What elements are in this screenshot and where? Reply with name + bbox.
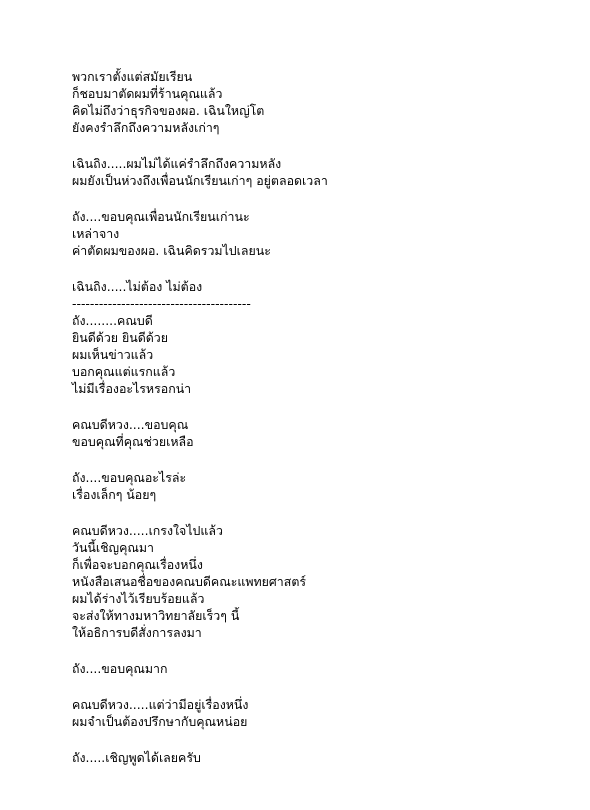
text-line: พวกเราตั้งแต่สมัยเรียน [72, 69, 193, 84]
text-line: ค่าตัดผมของผอ. เฉินคิดรวมไปเลยนะ [72, 243, 271, 258]
paragraph-6 [72, 469, 572, 503]
text-line: คณบดีหวง.....แต่ว่ามีอยู่เรื่องหนึ่ง [72, 697, 249, 712]
paragraph-gap [72, 259, 572, 278]
text-line: เฉินถิง.....ผมไม่ได้แค่รำลึกถึงความหลัง [72, 156, 282, 171]
paragraph-4 [72, 278, 572, 397]
document-body [72, 68, 572, 766]
paragraph-8 [72, 660, 572, 677]
text-line: ยินดีด้วย ยินดีด้วย [72, 330, 169, 345]
paragraph-gap [72, 503, 572, 522]
paragraph-gap [72, 189, 572, 208]
text-line: ผมยังเป็นห่วงถึงเพื่อนนักเรียนเก่าๆ อยู่ตลอดเวลา [72, 173, 328, 188]
text-line: ถัง....ขอบคุณอะไรล่ะ [72, 470, 187, 485]
text-line: ผมได้ร่างไว้เรียบร้อยแล้ว [72, 591, 205, 606]
text-line: ถัง.....เชิญพูดได้เลยครับ [72, 750, 201, 765]
dash-divider: ---------------------------------------- [72, 296, 251, 311]
text-line: ขอบคุณที่คุณช่วยเหลือ [72, 434, 194, 449]
paragraph-gap [72, 136, 572, 155]
text-line: หนังสือเสนอชื่อของคณบดีคณะแพทยศาสตร์ [72, 574, 307, 589]
paragraph-gap [72, 641, 572, 660]
paragraph-1 [72, 68, 572, 136]
text-line: ก็เพื่อจะบอกคุณเรื่องหนึ่ง [72, 557, 203, 572]
text-line: ถัง....ขอบคุณมาก [72, 661, 168, 676]
text-line: ผมเห็นข่าวแล้ว [72, 347, 154, 362]
paragraph-10 [72, 749, 572, 766]
text-line: คณบดีหวง.....เกรงใจไปแล้ว [72, 523, 223, 538]
text-line: ให้อธิการบดีสั่งการลงมา [72, 625, 202, 640]
text-line: เฉินถิง.....ไม่ต้อง ไม่ต้อง [72, 279, 203, 294]
text-line: ถัง........คณบดี [72, 313, 153, 328]
text-line: จะส่งให้ทางมหาวิทยาลัยเร็วๆ นี้ [72, 608, 240, 623]
text-line: ยังคงรำลึกถึงความหลังเก่าๆ [72, 120, 220, 135]
paragraph-3 [72, 208, 572, 259]
paragraph-gap [72, 677, 572, 696]
paragraph-7 [72, 522, 572, 641]
paragraph-gap [72, 450, 572, 469]
text-line: ผมจำเป็นต้องปรึกษากับคุณหน่อย [72, 714, 248, 729]
text-line: ไม่มีเรื่องอะไรหรอกน่า [72, 381, 192, 396]
paragraph-gap [72, 397, 572, 416]
text-line: บอกคุณแต่แรกแล้ว [72, 364, 176, 379]
paragraph-5 [72, 416, 572, 450]
text-line: วันนี้เชิญคุณมา [72, 540, 155, 555]
text-line: คณบดีหวง....ขอบคุณ [72, 417, 189, 432]
text-line: ก็ชอบมาตัดผมที่ร้านคุณแล้ว [72, 86, 223, 101]
text-line: เรื่องเล็กๆ น้อยๆ [72, 487, 157, 502]
paragraph-9 [72, 696, 572, 730]
text-line: เหล่าจาง [72, 226, 120, 241]
paragraph-gap [72, 730, 572, 749]
text-line: คิดไม่ถึงว่าธุรกิจของผอ. เฉินใหญ่โต [72, 103, 265, 118]
text-line: ถัง....ขอบคุณเพื่อนนักเรียนเก่านะ [72, 209, 250, 224]
paragraph-2 [72, 155, 572, 189]
